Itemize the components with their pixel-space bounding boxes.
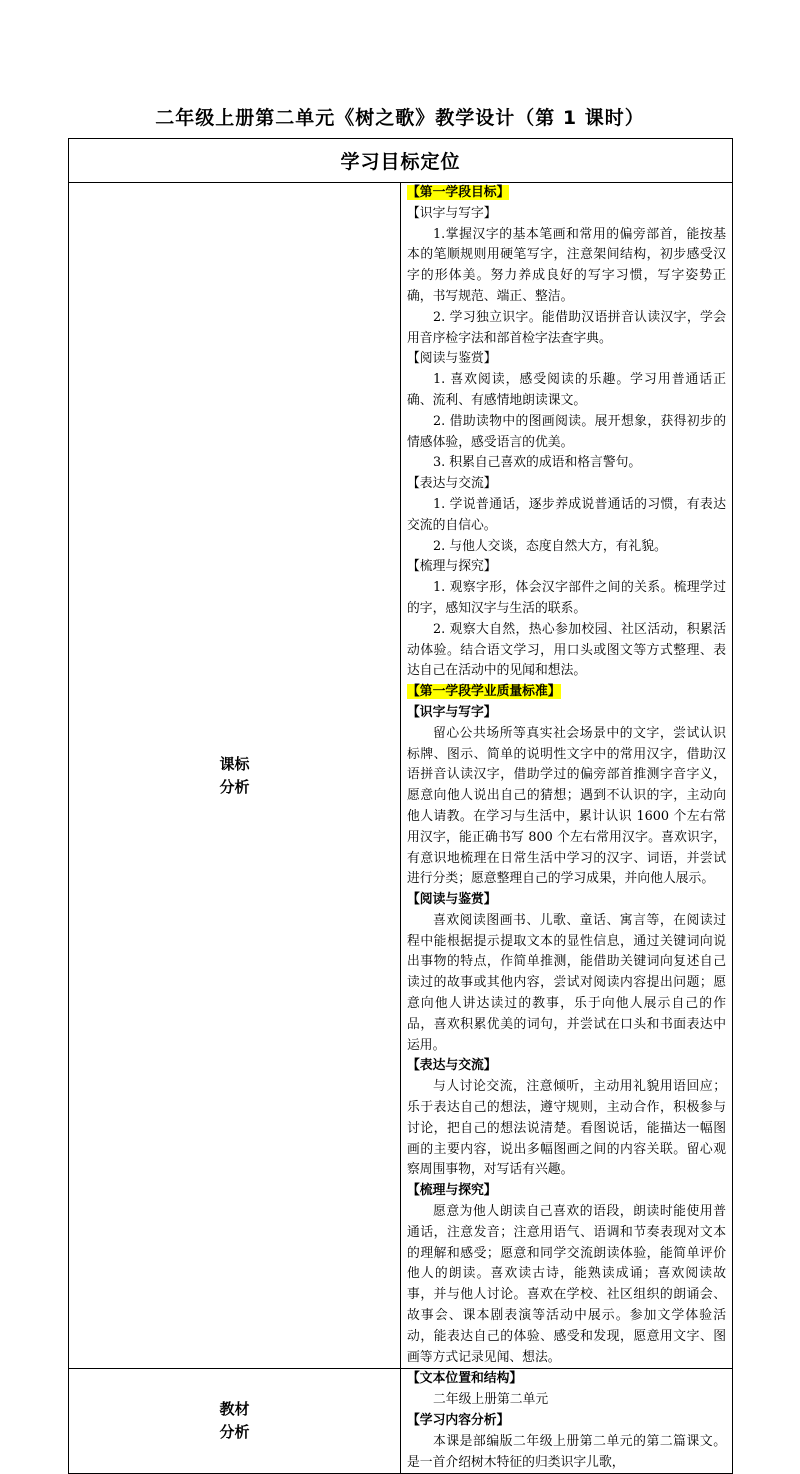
paragraph: 2. 学习独立识字。能借助汉语拼音认读汉字，学会用音序检字法和部首检字法查字典。 xyxy=(407,309,726,346)
paragraph: 2. 观察大自然，热心参加校园、社区活动，积累活动体验。结合语文学习，用口头或图文等方式整理、表达自己在活动中的见闻和想法。 xyxy=(407,621,726,679)
paragraph: 喜欢阅读图画书、儿歌、童话、寓言等，在阅读过程中能根据提示提取文本的显性信息，通过关键词向说出事物的特点，作简单推测，能借助关键词向复述自己读过的故事或其他内容，尝试对阅读内容提出问题；愿意向他人讲达读过的教事，乐于向他人展示自己的作品，喜欢积累优美的词句，并尝试在口头和书面表达中运用。 xyxy=(407,912,726,1053)
subheading: 【学习内容分析】 xyxy=(407,1413,510,1429)
document-title: 二年级上册第二单元《树之歌》教学设计（第 1 课时） xyxy=(155,107,645,129)
table-header: 学习目标定位 xyxy=(69,139,733,183)
subheading: 【阅读与鉴赏】 xyxy=(407,892,497,908)
paragraph: 1. 喜欢阅读，感受阅读的乐趣。学习用普通话正确、流利、有感情地朗读课文。 xyxy=(407,372,726,408)
textbook-analysis-content xyxy=(401,1369,733,1474)
paragraph: 2. 与他人交谈，态度自然大方，有礼貌。 xyxy=(433,538,667,554)
subheading: 【文本位置和结构】 xyxy=(407,1371,523,1387)
subheading: 【表达与交流】 xyxy=(407,476,497,492)
label-line: 分析 xyxy=(219,777,250,796)
paragraph: 与人讨论交流，注意倾听，主动用礼貌用语回应；乐于表达自己的想法，遵守规则，主动合作，积极参与讨论，把自己的想法说清楚。看图说话，能描达一幅图画的主要内容，说出多幅图画之间的内容关联。留心观察周围事物，对写话有兴趣。 xyxy=(407,1079,726,1178)
label-line: 分析 xyxy=(219,1423,250,1442)
section-title-quality-standards: 【第一学段学业质量标准】 xyxy=(407,684,561,700)
paragraph: 本课是部编版二年级上册第二单元的第二篇课文。是一首介绍树木特征的归类识字儿歌， xyxy=(407,1433,726,1470)
label-line: 教材 xyxy=(219,1400,250,1419)
subheading: 【梳理与探究】 xyxy=(407,1183,497,1199)
row-label-curriculum xyxy=(69,183,401,1369)
paragraph: 3. 积累自己喜欢的成语和格言警句。 xyxy=(433,455,642,471)
paragraph: 1. 学说普通话，逐步养成说普通话的习惯，有表达交流的自信心。 xyxy=(407,496,726,533)
paragraph: 二年级上册第二单元 xyxy=(433,1392,549,1408)
subheading: 【识字与写字】 xyxy=(407,205,497,221)
curriculum-analysis-content xyxy=(401,183,733,1369)
lesson-plan-table xyxy=(68,138,733,1474)
label-line: 课标 xyxy=(219,754,250,773)
paragraph: 留心公共场所等真实社会场景中的文字，尝试认识标牌、图示、简单的说明性文字中的常用汉字，借助汉语拼音认读汉字，借助学过的偏旁部首推测字音字义，愿意向他人说出自己的猜想；遇到不认识的字，主动向他人请教。在学习与生活中，累计认识 1600 个左右常用汉字，能正确书写 800 个左右常用汉字。喜欢识字，有意识地梳理在日常生活中学习的汉字、词语，并尝试进行分类；愿意整理自己的学习成果，并向他人展示。 xyxy=(407,725,726,887)
paragraph: 1. 观察字形，体会汉字部件之间的关系。梳理学过的字，感知汉字与生活的联系。 xyxy=(407,580,726,616)
row-label-textbook xyxy=(69,1369,401,1474)
section-title-stage-goals: 【第一学段目标】 xyxy=(407,185,510,200)
subheading: 【梳理与探究】 xyxy=(407,559,497,575)
subheading: 【表达与交流】 xyxy=(407,1058,497,1074)
subheading: 【识字与写字】 xyxy=(407,704,497,720)
paragraph: 1.掌握汉字的基本笔画和常用的偏旁部首，能按基本的笔顺规则用硬笔写字，注意架间结构，初步感受汉字的形体美。努力养成良好的写字习惯，写字姿势正确，书写规范、端正、整洁。 xyxy=(407,226,726,304)
paragraph: 2. 借助读物中的图画阅读。展开想象，获得初步的情感体验，感受语言的优美。 xyxy=(407,413,726,450)
paragraph: 愿意为他人朗读自己喜欢的语段，朗读时能使用普通话，注意发音；注意用语气、语调和节奏表现对文本的理解和感受；愿意和同学交流朗读体验，能简单评价他人的朗读。喜欢读古诗，能熟读成诵；喜欢阅读故事，并与他人讨论。喜欢在学校、社区组织的朗诵会、故事会、课本剧表演等活动中展示。参加文学体验活动，能表达自己的体验、感受和发现，愿意用文字、图画等方式记录见闻、想法。 xyxy=(407,1204,726,1365)
subheading: 【阅读与鉴赏】 xyxy=(407,351,497,367)
